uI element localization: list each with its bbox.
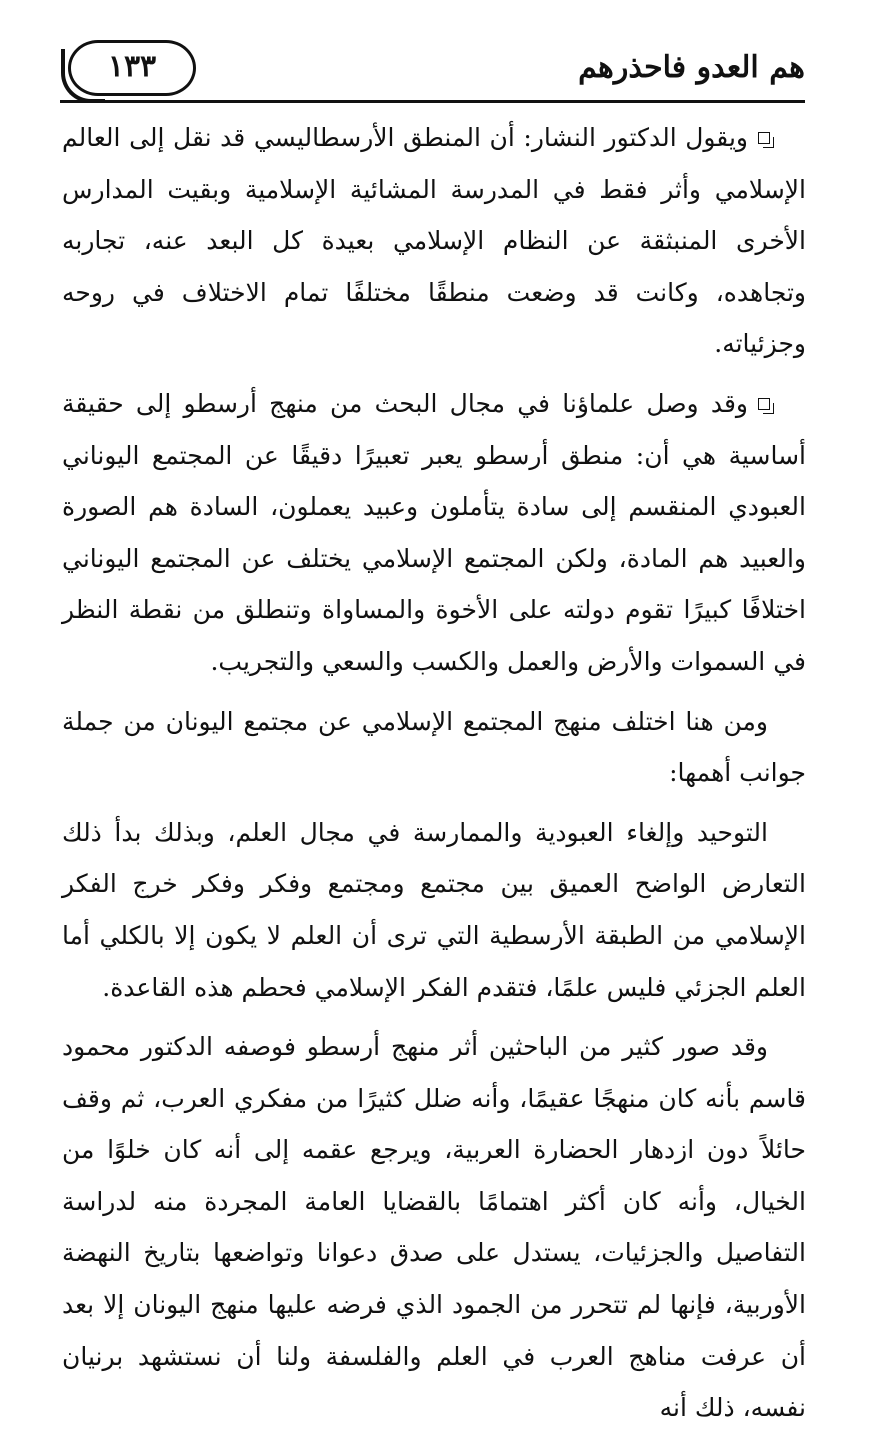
paragraph [62,696,806,799]
page-header [60,30,805,106]
square-bullet-icon [758,132,770,144]
header-rule [60,100,805,103]
paragraph [62,112,806,370]
running-title: هم العدو فاحذرهم [578,50,805,85]
paragraph-text: التوحيد وإلغاء العبودية والممارسة في مجال العلم، وبذلك بدأ ذلك التعارض الواضح العميق بين مجتمع ومجتمع وفكر وفكر خرج الفكر الإسلامي من الطبقة الأرسطية التي ترى أن العلم لا يكون إلا بالكلي أما العلم الجزئي فليس علمًا، فتقدم الفكر الإسلامي فحطم هذه القاعدة. [62,817,806,1002]
square-bullet-icon [758,398,770,410]
paragraph [62,807,806,1013]
page-number: ١٣٣ [107,49,157,84]
body-text [62,112,806,1442]
paragraph-text: وقد صور كثير من الباحثين أثر منهج أرسطو فوصفه الدكتور محمود قاسم بأنه كان منهجًا عقيمًا، وأنه ضلل كثيرًا من مفكري العرب، ثم وقف حائلاً دون ازدهار الحضارة العربية، ويرجع عقمه إلى أنه كان خلوًا من الخيال، وأنه كان أكثر اهتمامًا بالقضايا العامة المجردة منه لدراسة التفاصيل والجزئيات، يستدل على صدق دعوانا وتواضعها بتاريخ النهضة الأوربية، فإنها لم تتحرر من الجمود الذي فرضه عليها منهج اليونان إلا بعد أن عرفت مناهج العرب في العلم والفلسفة ولنا أن نستشهد برنيان نفسه، ذلك أنه [62,1032,806,1423]
page-number-badge [68,40,196,96]
paragraph-text: ومن هنا اختلف منهج المجتمع الإسلامي عن مجتمع اليونان من جملة جوانب أهمها: [62,706,806,788]
paragraph-text: وقد وصل علماؤنا في مجال البحث من منهج أرسطو إلى حقيقة أساسية هي أن: منطق أرسطو يعبر تعبيرًا دقيقًا عن المجتمع اليوناني العبودي المنقسم إلى سادة يتأملون وعبيد يعملون، السادة هم الصورة والعبيد هم المادة، ولكن المجتمع الإسلامي يختلف عن المجتمع اليوناني اختلافًا كبيرًا تقوم دولته على الأخوة والمساواة وتنطلق من نقطة النظر في السموات والأرض والعمل والكسب والسعي والتجريب. [62,388,806,676]
paragraph [62,378,806,688]
paragraph-text: ويقول الدكتور النشار: أن المنطق الأرسطاليسي قد نقل إلى العالم الإسلامي وأثر فقط في المدرسة المشائية الإسلامية وبقيت المدارس الأخرى المنبثقة عن النظام الإسلامي بعيدة كل البعد عنه، تجاربه وتجاهده، وكانت قد وضعت منطقًا مختلفًا تمام الاختلاف في روحه وجزئياته. [62,123,806,359]
paragraph [62,1021,806,1434]
